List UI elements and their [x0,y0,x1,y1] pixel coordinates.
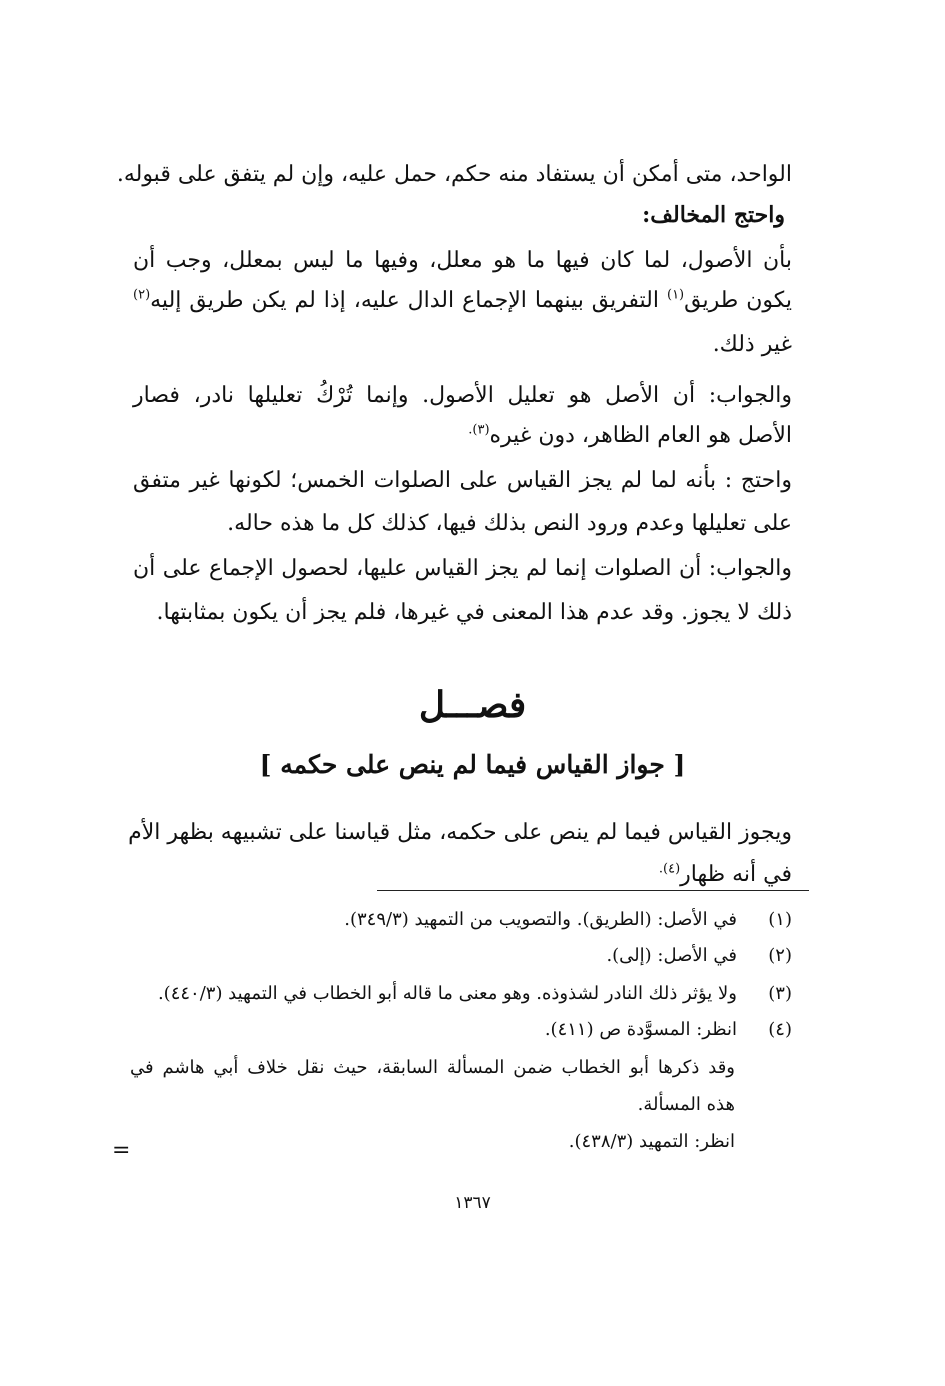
text-line: بأن الأصول، لما كان فيها ما هو معلل، وفيها ما ليس بمعلل، وجب أن [133,248,792,273]
text-line: واحتج : بأنه لما لم يجز القياس على الصلوات الخمس؛ لكونها غير متفق [133,468,792,493]
footnote-number: (٢) [768,945,792,966]
footnote-marker: (١) [666,287,685,303]
footnote-text: ولا يؤثر ذلك النادر لشذوذه. وهو معنى ما قاله أبو الخطاب في التمهيد (٤٤٠/٣). [157,983,737,1004]
footnote-marker: (٤). [658,861,681,877]
text-line [133,417,792,455]
text-fragment: التفريق بينهما الإجماع الدال عليه، إذا لم يكن طريق إليه [150,288,659,313]
footnote-divider [377,890,809,891]
footnote-continued: هذه المسألة. [637,1094,735,1115]
text-line: ويجوز القياس فيما لم ينص على حكمه، مثل قياسنا على تشبيهه بظهر الأم [128,820,792,845]
text-line: غير ذلك. [712,332,792,357]
text-fragment: في أنه ظهار [680,862,792,887]
text-line: والجواب: أن الصلوات إنما لم يجز القياس عليها، لحصول الإجماع على أن [133,556,792,581]
footnote-marker: (٣). [468,422,490,438]
footnote-continued: وقد ذكرها أبو الخطاب ضمن المسألة السابقة، حيث نقل خلاف أبي هاشم في [130,1057,735,1078]
footnote-number: (٣) [768,983,792,1004]
text-line: ذلك لا يجوز. وقد عدم هذا المعنى في غيرها، فلم يجز أن يكون بمثابتها. [156,600,792,625]
section-heading: فصـــل [418,684,527,726]
continuation-mark: = [112,1138,131,1163]
footnote-text: في الأصل: (إلى). [606,945,737,966]
footnote-number: (١) [768,909,792,930]
text-fragment: يكون طريق [684,288,793,313]
page-number: ١٣٦٧ [454,1193,491,1213]
text-line: والجواب: أن الأصل هو تعليل الأصول. وإنما تُرْكُ تعليلها نادر، فصار [133,383,792,408]
text-line [133,282,792,320]
text-line: على تعليلها وعدم ورود النص بذلك فيها، كذلك كل ما هذه حاله. [227,511,792,536]
section-subtitle: [ جواز القياس فيما لم ينص على حكمه ] [259,750,686,779]
footnote-marker: (٢) [133,287,151,303]
footnote-text: انظر: المسوَّدة ص (٤١١). [544,1019,737,1040]
footnote-text: في الأصل: (الطريق). والتصويب من التمهيد (٣٤٩/٣). [344,909,737,930]
section-label: واحتج المخالف: [642,202,785,228]
footnote-continued: انظر: التمهيد (٤٣٨/٣). [568,1131,735,1152]
footnote-number: (٤) [768,1019,792,1040]
text-line [133,856,792,894]
text-fragment: الأصل هو العام الظاهر، دون غيره [489,423,792,448]
text-line: الواحد، متى أمكن أن يستفاد منه حكم، حمل عليه، وإن لم يتفق على قبوله. [116,162,792,187]
